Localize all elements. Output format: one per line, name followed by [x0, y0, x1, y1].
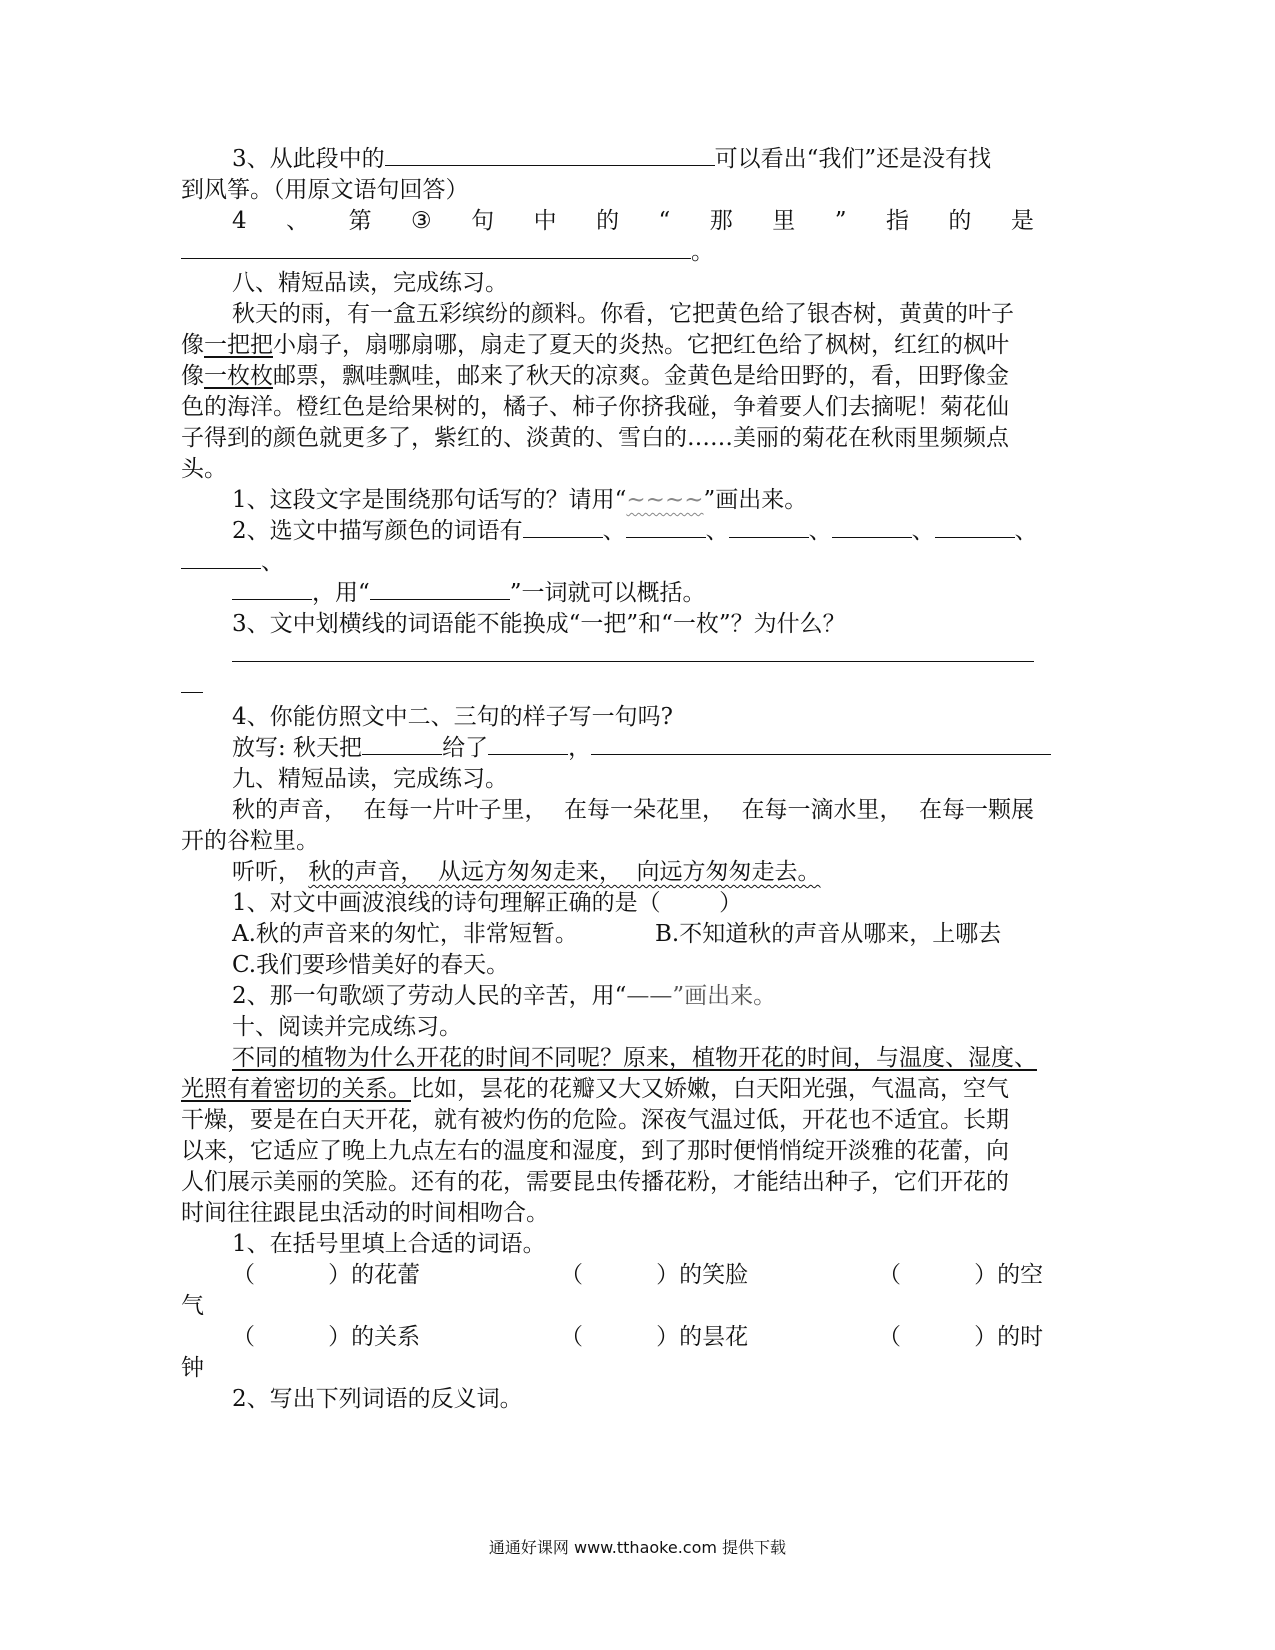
question-8-2-line2: 、 [181, 546, 284, 578]
answer-blank[interactable] [935, 515, 1015, 538]
passage-8-line: 像一把把小扇子，扇哪扇哪，扇走了夏天的炎热。它把红色给了枫树，红红的枫叶 [181, 332, 1009, 358]
passage-10-line: 光照有着密切的关系。比如，昙花的花瓣又大又娇嫩，白天阳光强，气温高，空气 [181, 1076, 1009, 1102]
passage-8-line: 头。 [181, 456, 227, 482]
question-7-3: 3、从此段中的 可以看出“我们”还是没有找 [232, 143, 991, 175]
question-char: 、 [286, 208, 310, 234]
question-8-2: 2、选文中描写颜色的词语有 、 、 、 、 、 [232, 515, 1038, 547]
answer-blank[interactable] [385, 143, 715, 166]
question-char: “ [658, 208, 671, 234]
option-b[interactable]: B.不知道秋的声音从哪来，上哪去 [655, 921, 1002, 947]
underlined-sentence: 不同的植物为什么开花的时间不同呢？原来，植物开花的时间，与温度、湿度、 [232, 1045, 1037, 1071]
passage-10-line: 干燥，要是在白天开花，就有被灼伤的危险。深夜气温过低，开花也不适宜。长期 [181, 1107, 1009, 1133]
answer-line[interactable] [232, 639, 1034, 671]
option-a[interactable]: A.秋的声音来的匆忙，非常短暂。 [232, 921, 578, 947]
passage-10-line [232, 1042, 1037, 1074]
underlined-word: 一枚枚 [204, 363, 273, 389]
answer-blank[interactable] [626, 515, 706, 538]
answer-blank[interactable] [181, 546, 261, 569]
passage-8-line: 像一枚枚邮票，飘哇飘哇，邮来了秋天的凉爽。金黄色是给田野的，看，田野像金 [181, 363, 1009, 389]
fill-item[interactable]: （ ）的空 [878, 1262, 1044, 1288]
question-char: 的 [948, 208, 972, 234]
answer-blank[interactable] [181, 236, 691, 259]
question-7-4 [232, 205, 1034, 237]
fill-item[interactable]: （ ）的花蕾 [232, 1262, 421, 1288]
passage-8-line: 秋天的雨，有一盒五彩缤纷的颜料。你看，它把黄色给了银杏树，黄黄的叶子 [232, 301, 1014, 327]
section-9-heading: 九、精短品读，完成练习。 [232, 766, 508, 792]
underlined-sentence: 光照有着密切的关系。 [181, 1076, 411, 1102]
page-footer: 通通好课网 www.tthaoke.com 提供下载 [488, 1538, 787, 1557]
question-char: 那 [709, 208, 733, 234]
question-8-1: 1、这段文字是围绕那句话写的？请用“~~~~”画出来。 [232, 487, 808, 513]
question-char: ③ [411, 208, 432, 234]
question-10-1: 1、在括号里填上合适的词语。 [232, 1231, 546, 1257]
answer-blank[interactable] [362, 732, 442, 755]
answer-blank[interactable] [729, 515, 809, 538]
question-char: 里 [772, 208, 796, 234]
section-8-heading: 八、精短品读，完成练习。 [232, 270, 508, 296]
question-7-4-line2: 。 [181, 236, 714, 268]
answer-blank[interactable] [832, 515, 912, 538]
option-c[interactable]: C.我们要珍惜美好的春天。 [232, 952, 510, 978]
fill-item-wrap: 气 [181, 1293, 204, 1319]
poem-line: 开的谷粒里。 [181, 828, 319, 854]
question-char: 的 [596, 208, 620, 234]
question-char: 4 [232, 208, 247, 234]
underlined-word: 一把把 [204, 332, 273, 358]
question-char: 第 [348, 208, 372, 234]
poem-line: 听听， 秋的声音， 从远方匆匆走来， 向远方匆匆走去。 [232, 859, 821, 885]
wavy-mark: ~~~~ [626, 487, 704, 513]
fill-item[interactable]: （ ）的笑脸 [560, 1262, 749, 1288]
fill-item-wrap: 钟 [181, 1355, 204, 1381]
fill-item[interactable]: （ ）的昙花 [560, 1324, 749, 1350]
wavy-underlined-line: 秋的声音， 从远方匆匆走来， 向远方匆匆走去。 [308, 859, 821, 885]
answer-line-wrap[interactable] [181, 670, 203, 702]
question-char: 是 [1010, 208, 1034, 234]
answer-blank[interactable] [591, 732, 1051, 755]
question-char: ” [834, 208, 847, 234]
question-9-2: 2、那一句歌颂了劳动人民的辛苦，用“——”画出来。 [232, 983, 777, 1009]
answer-blank[interactable] [370, 577, 510, 600]
question-7-3-line2: 到风筝。（用原文语句回答） [181, 177, 469, 203]
question-char: 中 [533, 208, 557, 234]
fill-item[interactable]: （ ）的关系 [232, 1324, 421, 1350]
question-char: 句 [471, 208, 495, 234]
poem-line: 秋的声音， 在每一片叶子里， 在每一朵花里， 在每一滴水里， 在每一颗展 [232, 797, 1034, 823]
passage-10-line: 时间往往跟昆虫活动的时间相吻合。 [181, 1200, 549, 1226]
question-9-1: 1、对文中画波浪线的诗句理解正确的是（ ） [232, 890, 743, 916]
section-10-heading: 十、阅读并完成练习。 [232, 1014, 462, 1040]
passage-8-line: 子得到的颜色就更多了，紫红的、淡黄的、雪白的……美丽的菊花在秋雨里频频点 [181, 425, 1009, 451]
question-8-2-line3: ，用“ ”一词就可以概括。 [232, 577, 706, 609]
question-8-3: 3、文中划横线的词语能不能换成“一把”和“一枚”？为什么？ [232, 611, 846, 637]
passage-8-line: 色的海洋。橙红色是给果树的，橘子、柿子你挤我碰，争着要人们去摘呢！菊花仙 [181, 394, 1009, 420]
passage-10-line: 人们展示美丽的笑脸。还有的花，需要昆虫传播花粉，才能结出种子，它们开花的 [181, 1169, 1009, 1195]
answer-blank[interactable] [523, 515, 603, 538]
question-10-2: 2、写出下列词语的反义词。 [232, 1386, 523, 1412]
answer-blank[interactable] [488, 732, 568, 755]
question-8-4-line: 放写: 秋天把 给了 ， [232, 732, 1051, 764]
question-char: 指 [885, 208, 909, 234]
passage-10-line: 以来，它适应了晚上九点左右的温度和湿度，到了那时便悄悄绽开淡雅的花蕾，向 [181, 1138, 1009, 1164]
question-8-4: 4、你能仿照文中二、三句的样子写一句吗? [232, 704, 673, 730]
answer-blank[interactable] [232, 577, 312, 600]
fill-item[interactable]: （ ）的时 [878, 1324, 1044, 1350]
